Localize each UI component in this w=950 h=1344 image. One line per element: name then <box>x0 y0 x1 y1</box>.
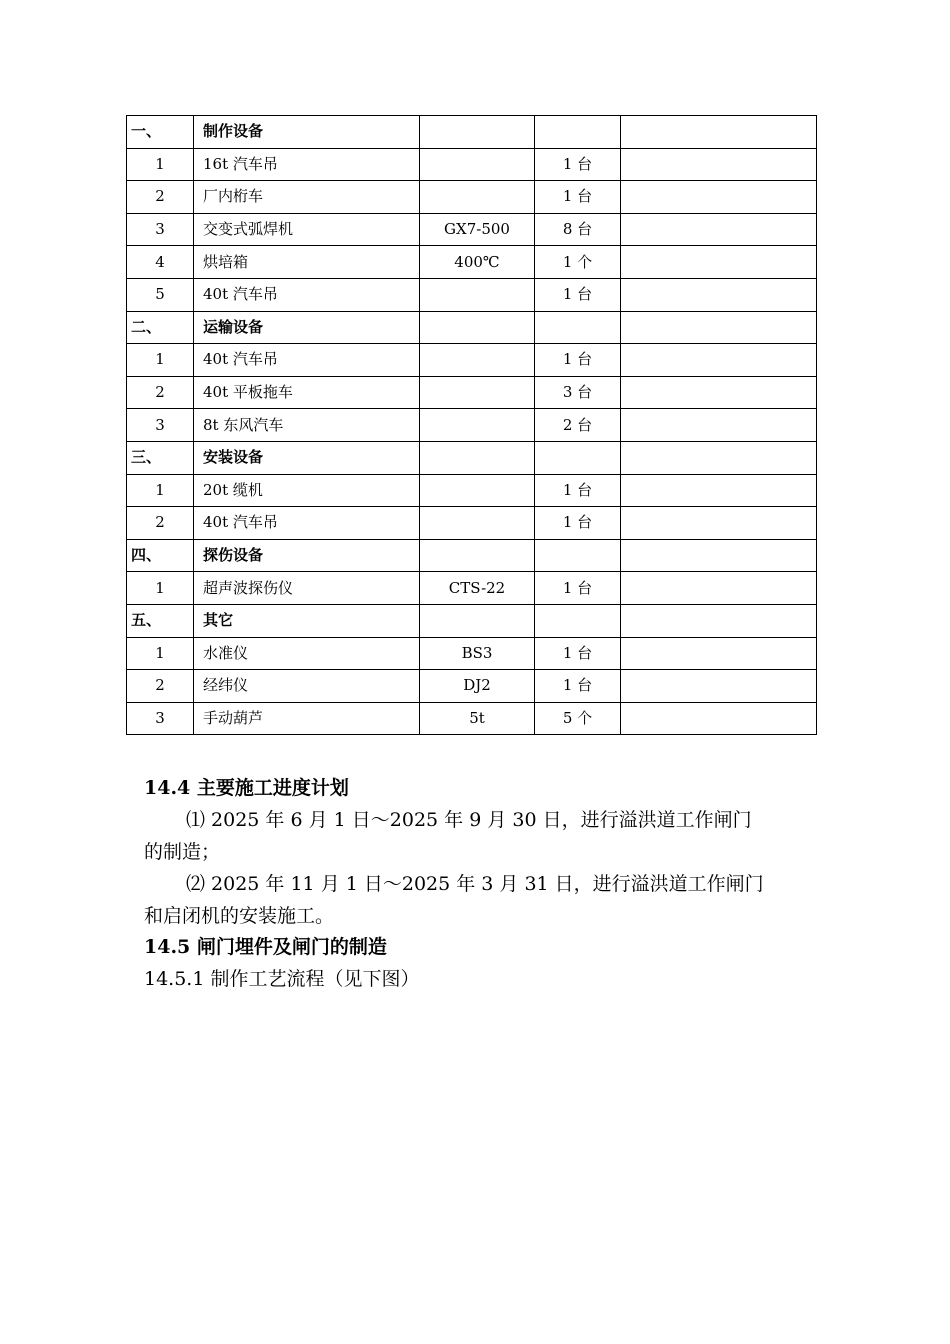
equipment-name-cell: 其它 <box>194 604 420 637</box>
row-index-cell: 2 <box>127 507 194 540</box>
equipment-note-cell <box>621 604 817 637</box>
equipment-spec-cell: 400℃ <box>420 246 535 279</box>
row-index-cell: 四、 <box>127 539 194 572</box>
equipment-note-cell <box>621 181 817 214</box>
row-index-cell: 三、 <box>127 441 194 474</box>
equipment-name-cell: 8t 东风汽车 <box>194 409 420 442</box>
row-index-cell: 2 <box>127 181 194 214</box>
section-heading-14-4: 14.4 主要施工进度计划 <box>144 777 349 799</box>
equipment-note-cell <box>621 116 817 149</box>
equipment-note-cell <box>621 376 817 409</box>
table-section-row <box>127 604 817 637</box>
row-index-cell: 1 <box>127 344 194 377</box>
equipment-spec-cell <box>420 604 535 637</box>
equipment-spec-cell <box>420 311 535 344</box>
equipment-note-cell <box>621 311 817 344</box>
equipment-quantity-cell <box>535 441 621 474</box>
equipment-quantity-cell: 1 台 <box>535 637 621 670</box>
equipment-note-cell <box>621 278 817 311</box>
equipment-note-cell <box>621 637 817 670</box>
table-row <box>127 409 817 442</box>
equipment-note-cell <box>621 474 817 507</box>
equipment-spec-cell <box>420 376 535 409</box>
equipment-quantity-cell: 1 台 <box>535 278 621 311</box>
schedule-item-2-line-2: 和启闭机的安装施工。 <box>144 905 335 927</box>
equipment-note-cell <box>621 246 817 279</box>
schedule-item-1-line-2: 的制造； <box>144 841 221 863</box>
equipment-note-cell <box>621 670 817 703</box>
equipment-note-cell <box>621 409 817 442</box>
equipment-quantity-cell <box>535 539 621 572</box>
equipment-quantity-cell: 2 台 <box>535 409 621 442</box>
equipment-spec-cell: DJ2 <box>420 670 535 703</box>
row-index-cell: 3 <box>127 702 194 735</box>
equipment-name-cell: 探伤设备 <box>194 539 420 572</box>
row-index-cell: 1 <box>127 474 194 507</box>
row-index-cell: 1 <box>127 637 194 670</box>
equipment-table <box>126 115 817 735</box>
equipment-quantity-cell: 1 台 <box>535 572 621 605</box>
equipment-name-cell: 安装设备 <box>194 441 420 474</box>
row-index-cell: 2 <box>127 376 194 409</box>
equipment-name-cell: 厂内桁车 <box>194 181 420 214</box>
row-index-cell: 1 <box>127 148 194 181</box>
equipment-spec-cell <box>420 344 535 377</box>
equipment-note-cell <box>621 148 817 181</box>
row-index-cell: 3 <box>127 409 194 442</box>
equipment-quantity-cell: 1 台 <box>535 344 621 377</box>
equipment-quantity-cell: 1 个 <box>535 246 621 279</box>
equipment-name-cell: 经纬仪 <box>194 670 420 703</box>
equipment-spec-cell <box>420 181 535 214</box>
equipment-quantity-cell: 1 台 <box>535 181 621 214</box>
equipment-spec-cell <box>420 409 535 442</box>
table-row <box>127 246 817 279</box>
equipment-name-cell: 超声波探伤仪 <box>194 572 420 605</box>
equipment-name-cell: 40t 平板拖车 <box>194 376 420 409</box>
equipment-spec-cell <box>420 441 535 474</box>
equipment-name-cell: 16t 汽车吊 <box>194 148 420 181</box>
table-section-row <box>127 441 817 474</box>
equipment-name-cell: 交变式弧焊机 <box>194 213 420 246</box>
row-index-cell: 2 <box>127 670 194 703</box>
equipment-spec-cell <box>420 539 535 572</box>
row-index-cell: 1 <box>127 572 194 605</box>
equipment-note-cell <box>621 507 817 540</box>
table-row <box>127 181 817 214</box>
table-row <box>127 474 817 507</box>
section-heading-14-5: 14.5 闸门埋件及闸门的制造 <box>144 936 387 958</box>
subsection-heading-14-5-1: 14.5.1 制作工艺流程（见下图） <box>144 968 420 990</box>
equipment-quantity-cell: 5 个 <box>535 702 621 735</box>
row-index-cell: 4 <box>127 246 194 279</box>
table-row <box>127 213 817 246</box>
equipment-note-cell <box>621 213 817 246</box>
table-row <box>127 507 817 540</box>
table-section-row <box>127 116 817 149</box>
equipment-quantity-cell: 1 台 <box>535 474 621 507</box>
table-row <box>127 702 817 735</box>
table-row <box>127 637 817 670</box>
equipment-spec-cell <box>420 474 535 507</box>
equipment-spec-cell: CTS-22 <box>420 572 535 605</box>
table-row <box>127 278 817 311</box>
equipment-table-body <box>127 116 817 735</box>
row-index-cell: 5 <box>127 278 194 311</box>
table-row <box>127 344 817 377</box>
equipment-name-cell: 40t 汽车吊 <box>194 344 420 377</box>
row-index-cell: 二、 <box>127 311 194 344</box>
table-section-row <box>127 539 817 572</box>
equipment-spec-cell <box>420 116 535 149</box>
equipment-quantity-cell: 8 台 <box>535 213 621 246</box>
table-row <box>127 670 817 703</box>
row-index-cell: 五、 <box>127 604 194 637</box>
equipment-quantity-cell: 1 台 <box>535 670 621 703</box>
table-section-row <box>127 311 817 344</box>
schedule-item-2-line-1: ⑵ 2025 年 11 月 1 日～2025 年 3 月 31 日，进行溢洪道工作闸门 <box>186 873 764 895</box>
equipment-quantity-cell <box>535 604 621 637</box>
row-index-cell: 3 <box>127 213 194 246</box>
row-index-cell: 一、 <box>127 116 194 149</box>
equipment-note-cell <box>621 441 817 474</box>
equipment-note-cell <box>621 572 817 605</box>
table-row <box>127 148 817 181</box>
equipment-spec-cell <box>420 148 535 181</box>
equipment-note-cell <box>621 702 817 735</box>
equipment-spec-cell: 5t <box>420 702 535 735</box>
equipment-name-cell: 40t 汽车吊 <box>194 278 420 311</box>
equipment-name-cell: 烘培箱 <box>194 246 420 279</box>
equipment-name-cell: 水准仪 <box>194 637 420 670</box>
equipment-quantity-cell: 3 台 <box>535 376 621 409</box>
equipment-spec-cell <box>420 278 535 311</box>
equipment-note-cell <box>621 539 817 572</box>
equipment-quantity-cell <box>535 311 621 344</box>
schedule-item-1-line-1: ⑴ 2025 年 6 月 1 日～2025 年 9 月 30 日，进行溢洪道工作闸门 <box>186 809 752 831</box>
equipment-name-cell: 运输设备 <box>194 311 420 344</box>
equipment-spec-cell: BS3 <box>420 637 535 670</box>
equipment-spec-cell <box>420 507 535 540</box>
equipment-name-cell: 20t 缆机 <box>194 474 420 507</box>
equipment-quantity-cell: 1 台 <box>535 148 621 181</box>
equipment-name-cell: 40t 汽车吊 <box>194 507 420 540</box>
table-row <box>127 572 817 605</box>
equipment-quantity-cell <box>535 116 621 149</box>
equipment-name-cell: 手动葫芦 <box>194 702 420 735</box>
table-row <box>127 376 817 409</box>
equipment-spec-cell: GX7-500 <box>420 213 535 246</box>
equipment-name-cell: 制作设备 <box>194 116 420 149</box>
equipment-quantity-cell: 1 台 <box>535 507 621 540</box>
equipment-note-cell <box>621 344 817 377</box>
